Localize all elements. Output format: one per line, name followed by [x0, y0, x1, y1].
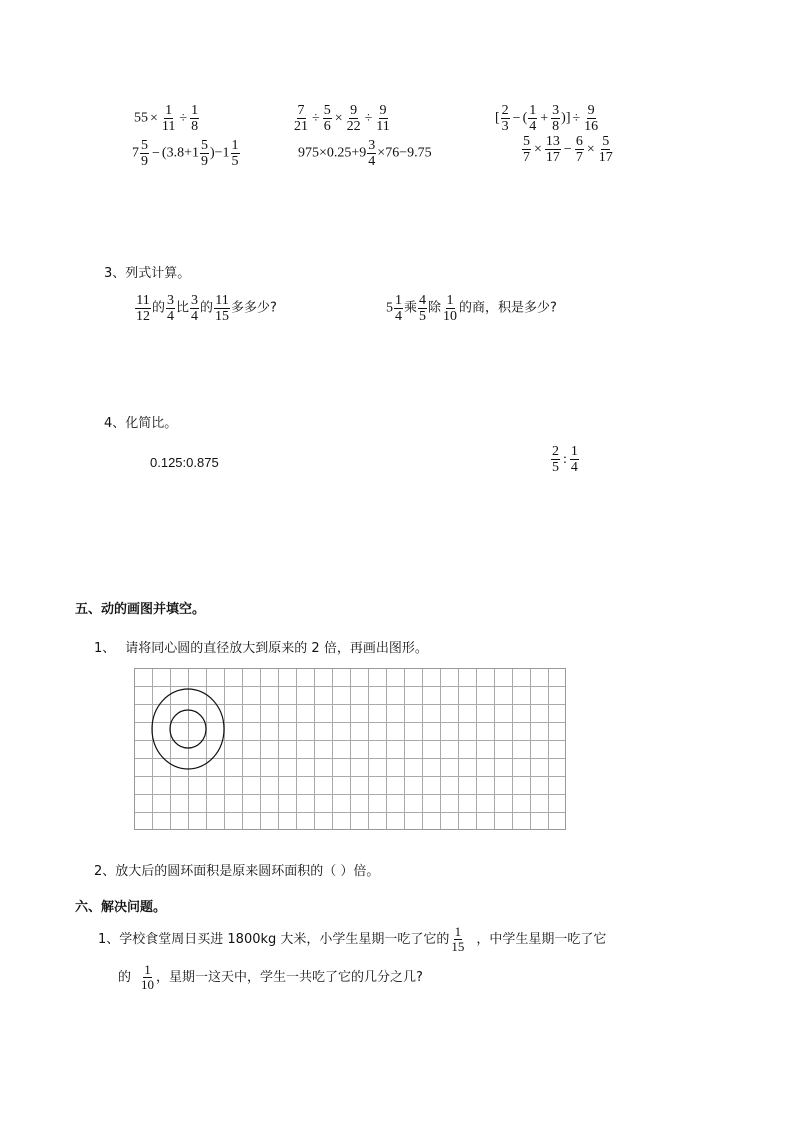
fraction: $\frac{9}{11}$	[376, 103, 390, 134]
fraction: $\frac{5}{9}$	[141, 138, 148, 169]
section-4-title: 4、化简比。	[104, 416, 178, 431]
fraction: $\frac{2}{3}$	[501, 103, 509, 134]
fraction: $\frac{3}{4}$	[368, 138, 376, 169]
fraction: $\frac{1}{4}$	[529, 103, 537, 134]
section-3-title: 3、列式计算。	[104, 266, 191, 281]
expr-4: 7 $\frac{5}{9}$ − (3.8+1 $\frac{5}{9}$ )−1 $\frac{1}{5}$	[132, 138, 239, 169]
part-5-question-2: 2、放大后的圆环面积是原来圆环面积的（ ）倍。	[94, 864, 380, 879]
fraction: $\frac{1}{8}$	[191, 103, 199, 134]
fraction: $\frac{7}{21}$	[294, 103, 308, 134]
expr-2: $\frac{7}{21}$ ÷ $\frac{5}{6}$ × $\frac{9}{22}$ ÷ $\frac{9}{11}$	[294, 103, 390, 134]
fraction: $\frac{1}{10}$	[141, 962, 155, 992]
fraction: $\frac{1}{4}$	[395, 293, 402, 324]
question-3-2: 5 $\frac{1}{4}$ 乘 $\frac{4}{5}$ 除 $\frac{1}{10}$ 的商，积是多少?	[386, 293, 557, 324]
fraction: $\frac{1}{11}$	[161, 103, 176, 134]
fraction: $\frac{5}{7}$	[523, 134, 530, 165]
ratio-1: 0.125:0.875	[150, 455, 219, 470]
fraction: $\frac{5}{9}$	[200, 138, 208, 169]
fraction: $\frac{5}{6}$	[323, 103, 331, 134]
ratio-2: $\frac{2}{5}$ : $\frac{1}{4}$	[552, 444, 578, 475]
fraction: $\frac{3}{8}$	[552, 103, 560, 134]
fraction: $\frac{1}{10}$	[443, 293, 458, 324]
part-5-question-1: 1、 请将同心圆的直径放大到原来的 2 倍，再画出图形。	[94, 641, 428, 656]
expr-3: [ $\frac{2}{3}$ − ( $\frac{1}{4}$ + $\frac{3}{8}$ )] ÷ $\frac{9}{16}$	[495, 103, 599, 134]
fraction: $\frac{1}{15}$	[451, 924, 465, 954]
part-6-question-1-line-1: 1、学校食堂周日买进 1800kg 大米，小学生星期一吃了它的 $\frac{1}{15}$ ，中学生星期一吃了它	[98, 924, 607, 954]
outer-circle	[152, 689, 224, 769]
inner-circle	[170, 710, 206, 748]
part-6-title: 六、解决问题。	[75, 900, 167, 915]
part-6-question-1-line-2: 的 $\frac{1}{10}$ ，星期一这天中，学生一共吃了它的几分之几?	[118, 962, 423, 992]
fraction: $\frac{3}{4}$	[191, 293, 199, 324]
expr-1-number: 55	[134, 110, 148, 126]
fraction: $\frac{2}{5}$	[552, 444, 559, 475]
concentric-circles	[134, 668, 566, 830]
expr-6: $\frac{5}{7}$ × $\frac{13}{17}$ − $\frac{6}{7}$ × $\frac{5}{17}$	[523, 134, 613, 165]
fraction: $\frac{3}{4}$	[167, 293, 175, 324]
fraction: $\frac{1}{5}$	[231, 138, 239, 169]
fraction: $\frac{9}{16}$	[584, 103, 599, 134]
question-3-1: $\frac{11}{12}$ 的 $\frac{3}{4}$ 比 $\frac{3}{4}$ 的 $\frac{11}{15}$ 多多少?	[136, 293, 277, 324]
fraction: $\frac{11}{12}$	[136, 293, 150, 324]
fraction: $\frac{6}{7}$	[575, 134, 583, 165]
expr-1: 55 × $\frac{1}{11}$ ÷ $\frac{1}{8}$	[134, 103, 199, 134]
fraction: $\frac{5}{17}$	[598, 134, 613, 165]
part-5-title: 五、动的画图并填空。	[75, 602, 206, 617]
fraction: $\frac{13}{17}$	[545, 134, 560, 165]
fraction: $\frac{4}{5}$	[419, 293, 427, 324]
fraction: $\frac{1}{4}$	[570, 444, 578, 475]
expr-5: 975×0.25+9 $\frac{3}{4}$ ×76−9.75	[298, 138, 432, 169]
fraction: $\frac{11}{15}$	[215, 293, 230, 324]
fraction: $\frac{9}{22}$	[346, 103, 361, 134]
